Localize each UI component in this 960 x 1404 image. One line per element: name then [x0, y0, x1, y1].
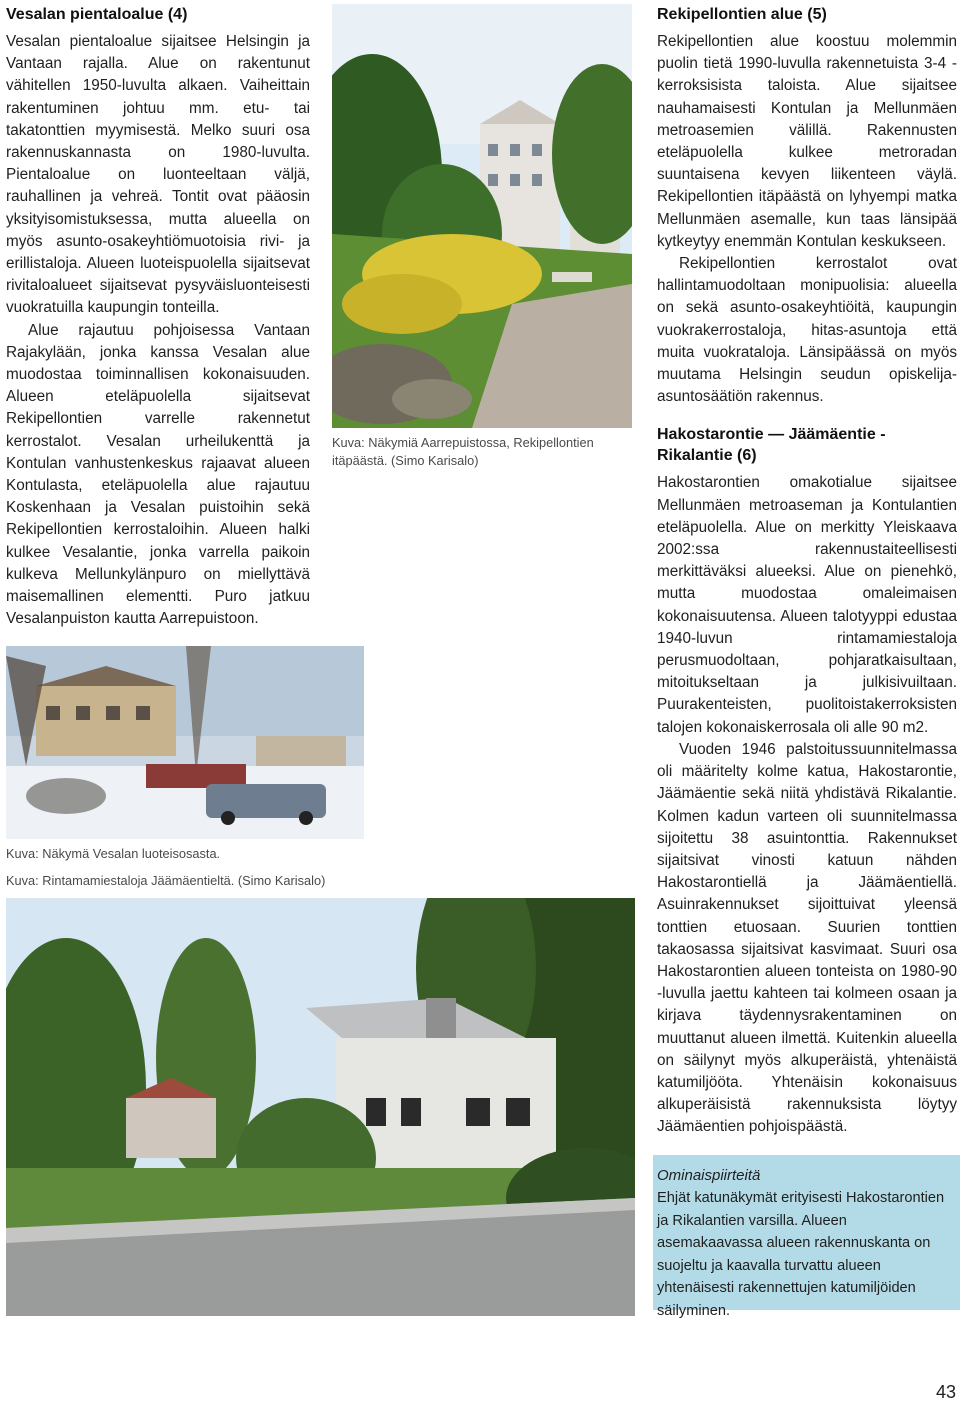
rekipellontie-body	[657, 31, 957, 408]
section-heading-hakostarontie: Hakostarontie — Jäämäentie - Rikalantie (6)	[657, 426, 886, 465]
park-photo	[332, 4, 632, 428]
hakostarontie-paragraph-2: Vuoden 1946 palstoitussuunnitelmassa oli määritelty kolme katua, Hakostarontie, Jäämäentie sekä niitä yhdistävä Rikalantie. Kolmen kadun varteen oli suunnitelmassa sijoitettu 38 asuintonttia. Rakennukset sijaitsivat vinosti katuun nähden Hakostarontiellä ja Jäämäentiellä. Asuinrakennukset sijoittuivat yleensä tonttien etuosaan. Suurien tonttien takaosassa sijaitsivat kasvimaat. Suuri osa Hakostarontien alueen tonteista on 1980-90 -luvulla jaettu kahteen tai kolmeen osaan ja kirjava täydennysrakentaminen on muuttanut alueen ilmettä. Kuitenkin alueella on säilynyt myös alkuperäistä, yhtenäistä katumiljööta. Yhtenäisin kokonaisuus alkuperäisistä rakennuksista löytyy Jäämäentien pohjoispäästä.	[657, 740, 957, 1136]
infobox-title: Ominaispiirteitä	[657, 1167, 761, 1184]
rekipellontie-paragraph-2: Rekipellontien kerrostalot ovat hallintamuodoltaan monipuolisia: alueella on sekä asunto-osakeyhtiöitä, kaupungin vuokrakerrostaloja, hitas-asuntoja että muita vuokrataloja. Länsipäässä on myös muutama Helsingin seudun opiskelija-asuntosäätiön rakennus.	[657, 255, 957, 406]
hakostarontie-paragraph-1: Hakostarontien omakotialue sijaitsee Mellunmäen metroaseman ja Kontulantien eteläpuolella. Alue on merkitty Yleiskaava 2002:ssa rakennustaiteellisesti merkittäväksi alueeksi. Alue on pienehkö, mutta muodostaa omaleimaisen kokonaisuutensa. Alueen talotyyppi edustaa 1940-luvun rintamamiestaloja perusmuodoltaan, pohjaratkaisultaan, mitoitukseltaan ja julkisivuiltaan. Puurakenteisten, puolitoistakerroksisten talojen kokonaiskerrosala oli alle 90 m2.	[657, 474, 957, 736]
characteristics-infobox	[653, 1155, 960, 1319]
hakostarontie-body	[657, 472, 957, 1138]
house-photo-caption: Kuva: Rintamamiestaloja Jäämäentieltä. (Simo Karisalo)	[6, 873, 326, 888]
winter-photo-caption: Kuva: Näkymä Vesalan luoteisosasta.	[6, 846, 221, 861]
vesala-paragraph-2: Alue rajautuu pohjoisessa Vantaan Rajakylään, jonka kanssa Vesalan alue muodostaa toiminnallisen kokonaisuuden. Alueen eteläpuolella sijaitsevat Rekipellontien varrelle rakennetut kerrostalot. Vesalan urheilukenttä ja Kontulan vanhustenkeskus rajaavat alueen Kontulasta, eteläpuolella alue rajautuu Koskenhaan ja Vesalan puistoihin sekä Rekipellontien kerrostaloihin. Alueen halki kulkee Vesalantie, jonka varrella paikoin kulkeva Mellunkylänpuro on miellyttävä maisemallinen elementti. Puro jatkuu Vesalanpuiston kautta Aarrepuistoon.	[6, 321, 310, 628]
section-heading-rekipellontie: Rekipellontien alue (5)	[657, 6, 827, 23]
section-heading-vesala: Vesalan pientaloalue (4)	[6, 6, 188, 23]
left-text-column	[6, 4, 310, 630]
park-photo-caption: Kuva: Näkymiä Aarrepuistossa, Rekipellontien itäpäästä. (Simo Karisalo)	[332, 435, 594, 468]
vesala-body	[6, 31, 310, 630]
right-text-column	[657, 4, 957, 1139]
winter-photo	[6, 646, 364, 839]
page-number: 43	[935, 1382, 956, 1402]
vesala-paragraph-1: Vesalan pientaloalue sijaitsee Helsingin ja Vantaan rajalla. Alue on rakentunut vähitellen 1950-luvulta alkaen. Vaiheittain rakentuminen johtuu mm. etu- tai takatonttien myymisestä. Melko suuri osa rakennuskannasta on 1980-luvulta. Pientaloalue on luonteeltaan väljä, rauhallinen ja vehreä. Tontit ovat pääosin yksityisomistuksessa, mutta alueella on myös asunto-osakeyhtiömuotoisia rivi- ja erillistaloja. Alueen luoteispuolella sijaitsevat rivitaloalueet sijaitsevat pysyväisluonteisesti vuokratuilla kaupungin tonteilla.	[6, 33, 310, 317]
rekipellontie-paragraph-1: Rekipellontien alue koostuu molemmin puolin tietä 1990-luvulla rakennetuista 3-4 -kerroksisista taloista. Alue sijaitsee nauhamaisesti Kontulan ja Mellunmäen metroasemien välillä. Rakennusten eteläpuolella kulkee metroradan suuntaisena kevyen liikenteen väylä. Rekipellontien itäpäästä on lyhyempi matka Mellunmäen asemalle, kun taas länsipää kytkeytyy enemmän Kontulan keskukseen.	[657, 33, 957, 250]
house-photo	[6, 898, 635, 1316]
infobox-text: Ehjät katunäkymät erityisesti Hakostarontien ja Rikalantien varsilla. Alueen asemakaavassa alueen rakennuskanta on suojeltu ja kaavalla turvattu alueen yhtenäisesti rakennettujen katumiljöiden säilyminen.	[657, 1190, 945, 1319]
